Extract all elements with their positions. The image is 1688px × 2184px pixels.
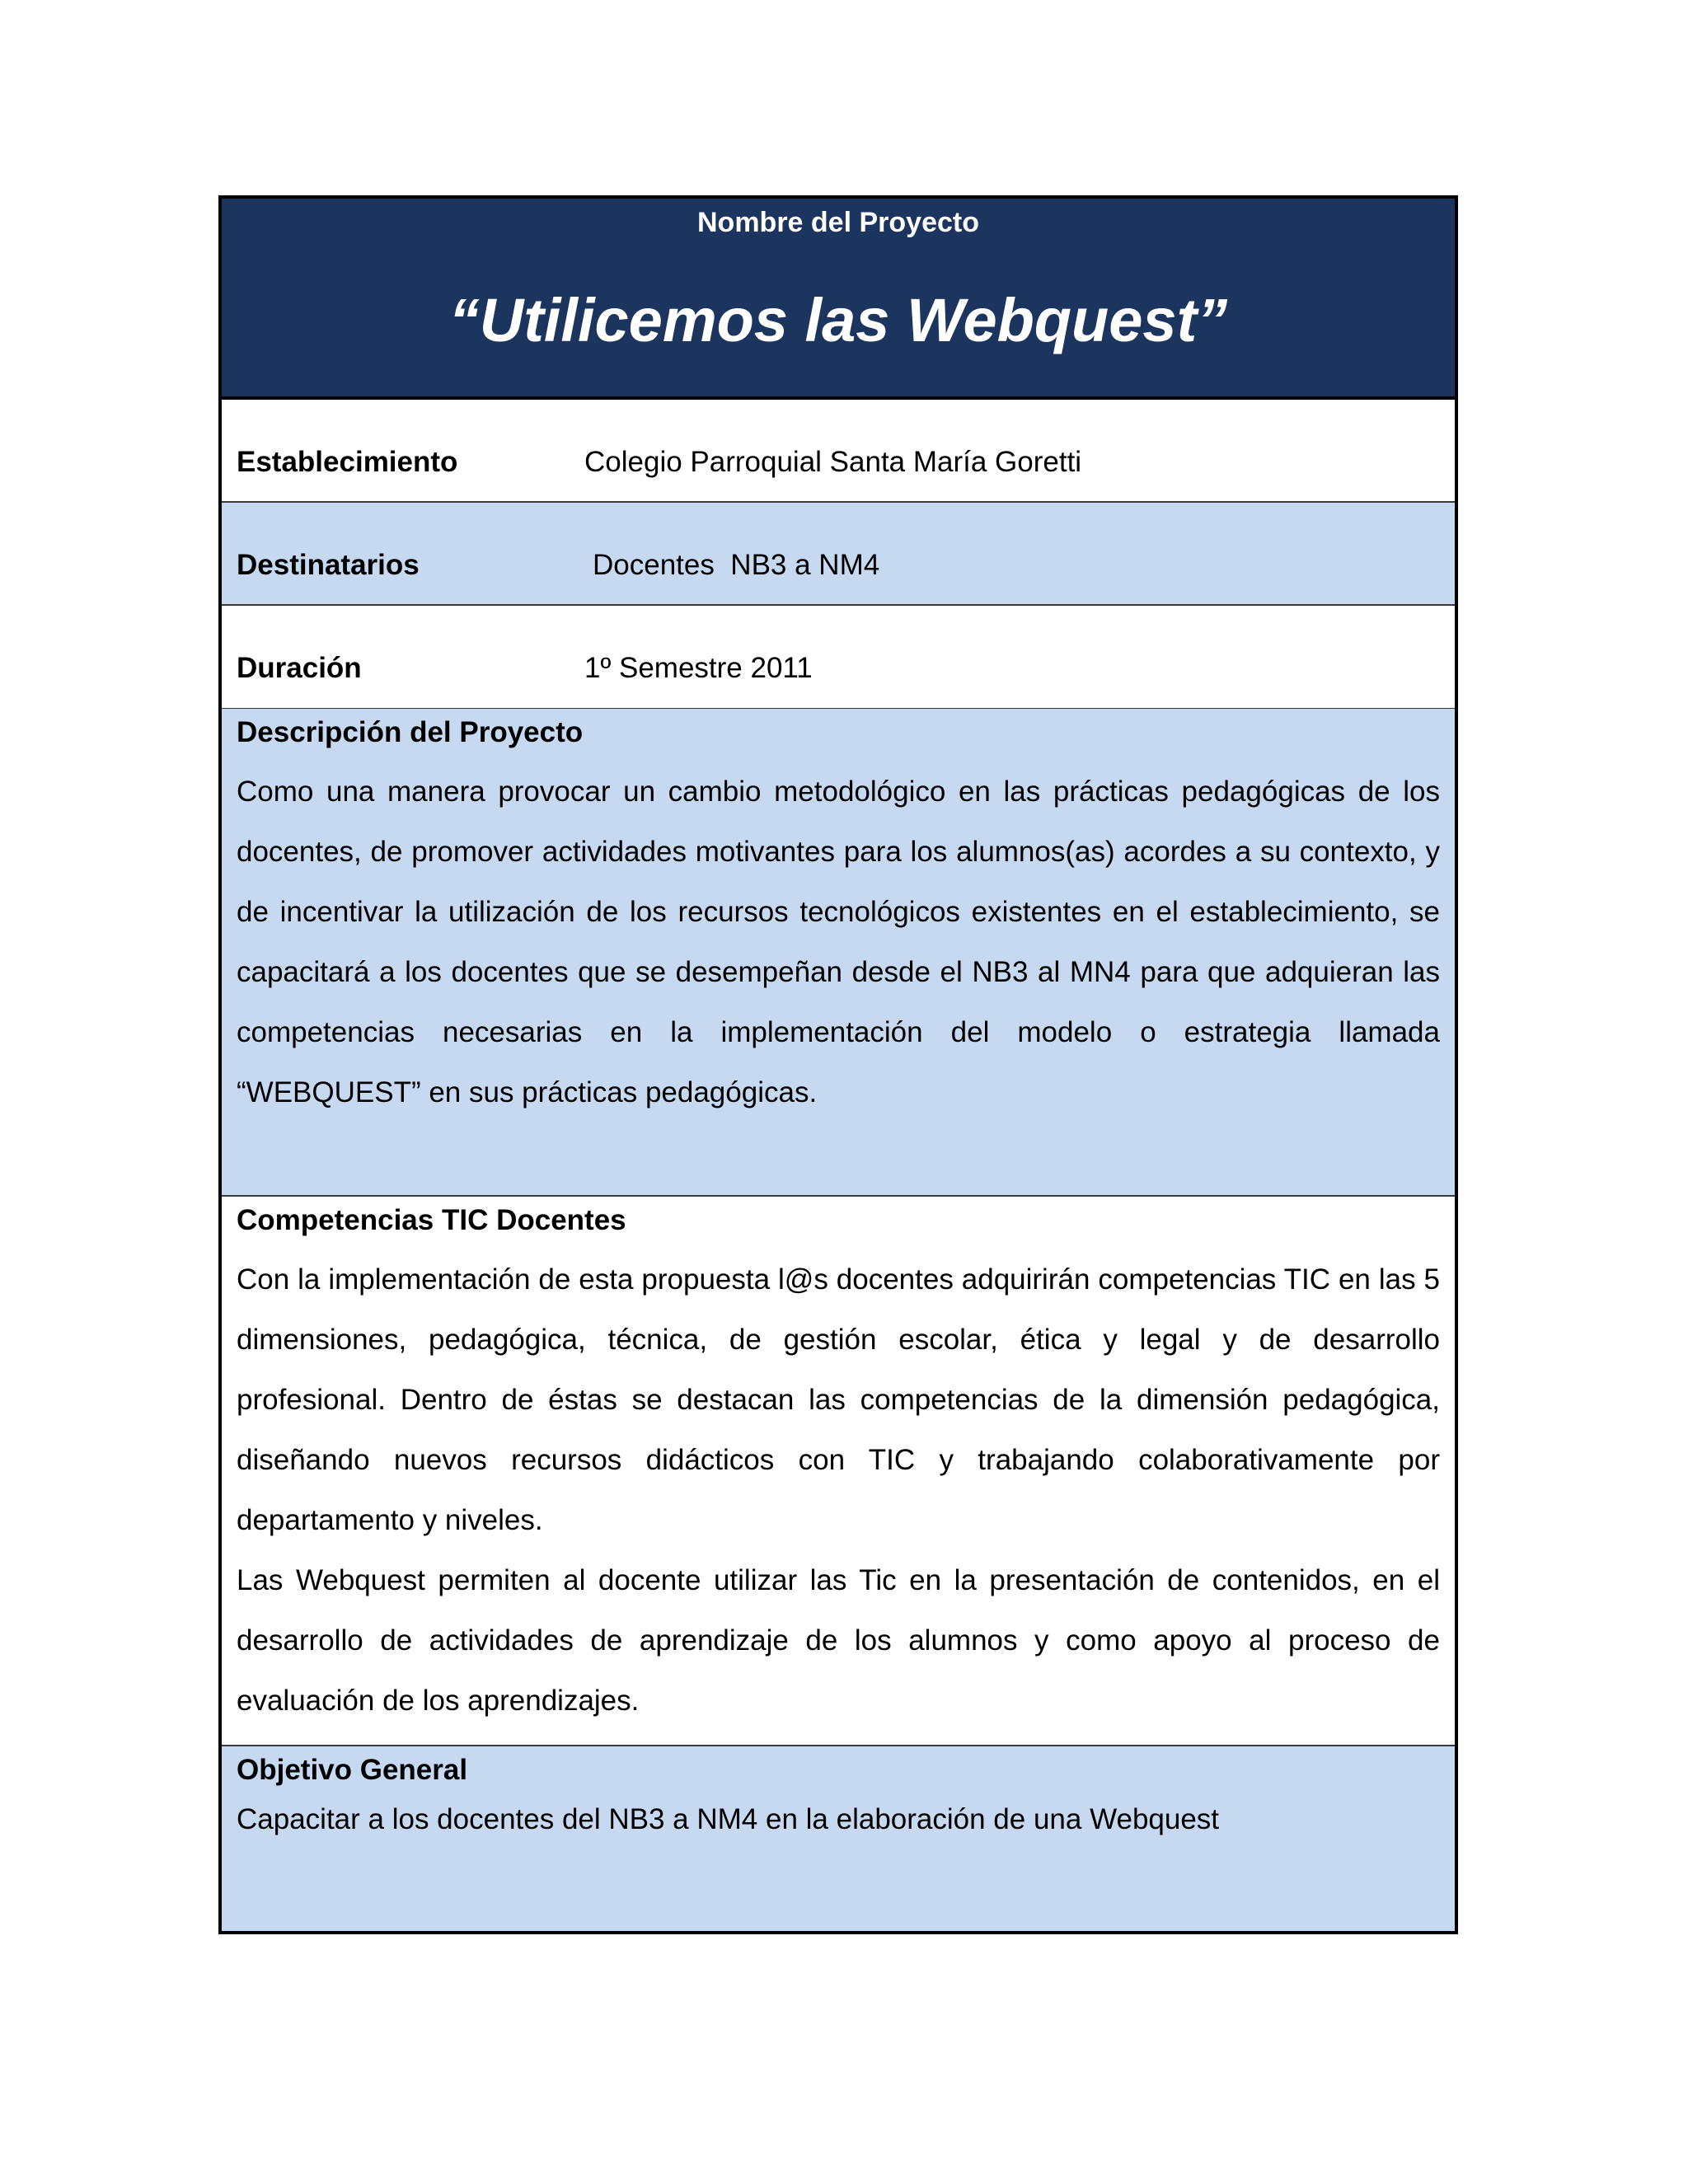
field-row-duracion [222,606,1455,709]
section-body-competencias-1: Con la implementación de esta propuesta l@s docentes adquirirán competencias TIC en las 5 dimensiones, pedagógica, técnica, de gestión escolar, ética y legal y de desarrollo profesional. Dentro de éstas se destacan las competencias de la dimensión pedagógica, diseñando nuevos recursos didácticos con TIC y trabajando colaborativamente por departamento y niveles. [237,1263,1440,1536]
project-title: “Utilicemos las Webquest” [448,286,1228,354]
section-body-descripcion: Como una manera provocar un cambio metodológico en las prácticas pedagógicas de los docentes, de promover actividades motivantes para los alumnos(as) acordes a su contexto, y de incentivar la utilización de los recursos tecnológicos existentes en el establecimiento, se capacitará a los docentes que se desempeñan desde el NB3 al MN4 para que adquieran las competencias necesarias en la implementación del modelo o estrategia llamada “WEBQUEST” en sus prácticas pedagógicas. [237,776,1440,1108]
field-value-destinatarios: Docentes NB3 a NM4 [593,549,880,581]
section-title-objetivo: Objetivo General [237,1754,468,1786]
section-body-competencias-2: Las Webquest permiten al docente utilizar las Tic en la presentación de contenidos, en el desarrollo de actividades de aprendizaje de los alumnos y como apoyo al proceso de evaluación de los aprendizajes. [237,1564,1440,1717]
field-row-destinatarios [222,503,1455,606]
field-label-destinatarios: Destinatarios [237,549,420,581]
project-name-label: Nombre del Proyecto [697,207,979,238]
section-body-objetivo: Capacitar a los docentes del NB3 a NM4 en la elaboración de una Webquest [237,1803,1220,1835]
project-header [222,199,1455,400]
field-row-establecimiento [222,400,1455,503]
section-competencias [222,1197,1455,1746]
section-objetivo [222,1746,1455,1931]
project-table [218,195,1458,1934]
section-descripcion [222,709,1455,1197]
section-title-descripcion: Descripción del Proyecto [237,716,584,748]
field-value-establecimiento: Colegio Parroquial Santa María Goretti [584,446,1082,478]
field-label-duracion: Duración [237,652,362,684]
field-value-duracion: 1º Semestre 2011 [584,652,813,684]
field-label-establecimiento: Establecimiento [237,446,458,478]
section-title-competencias: Competencias TIC Docentes [237,1204,626,1236]
